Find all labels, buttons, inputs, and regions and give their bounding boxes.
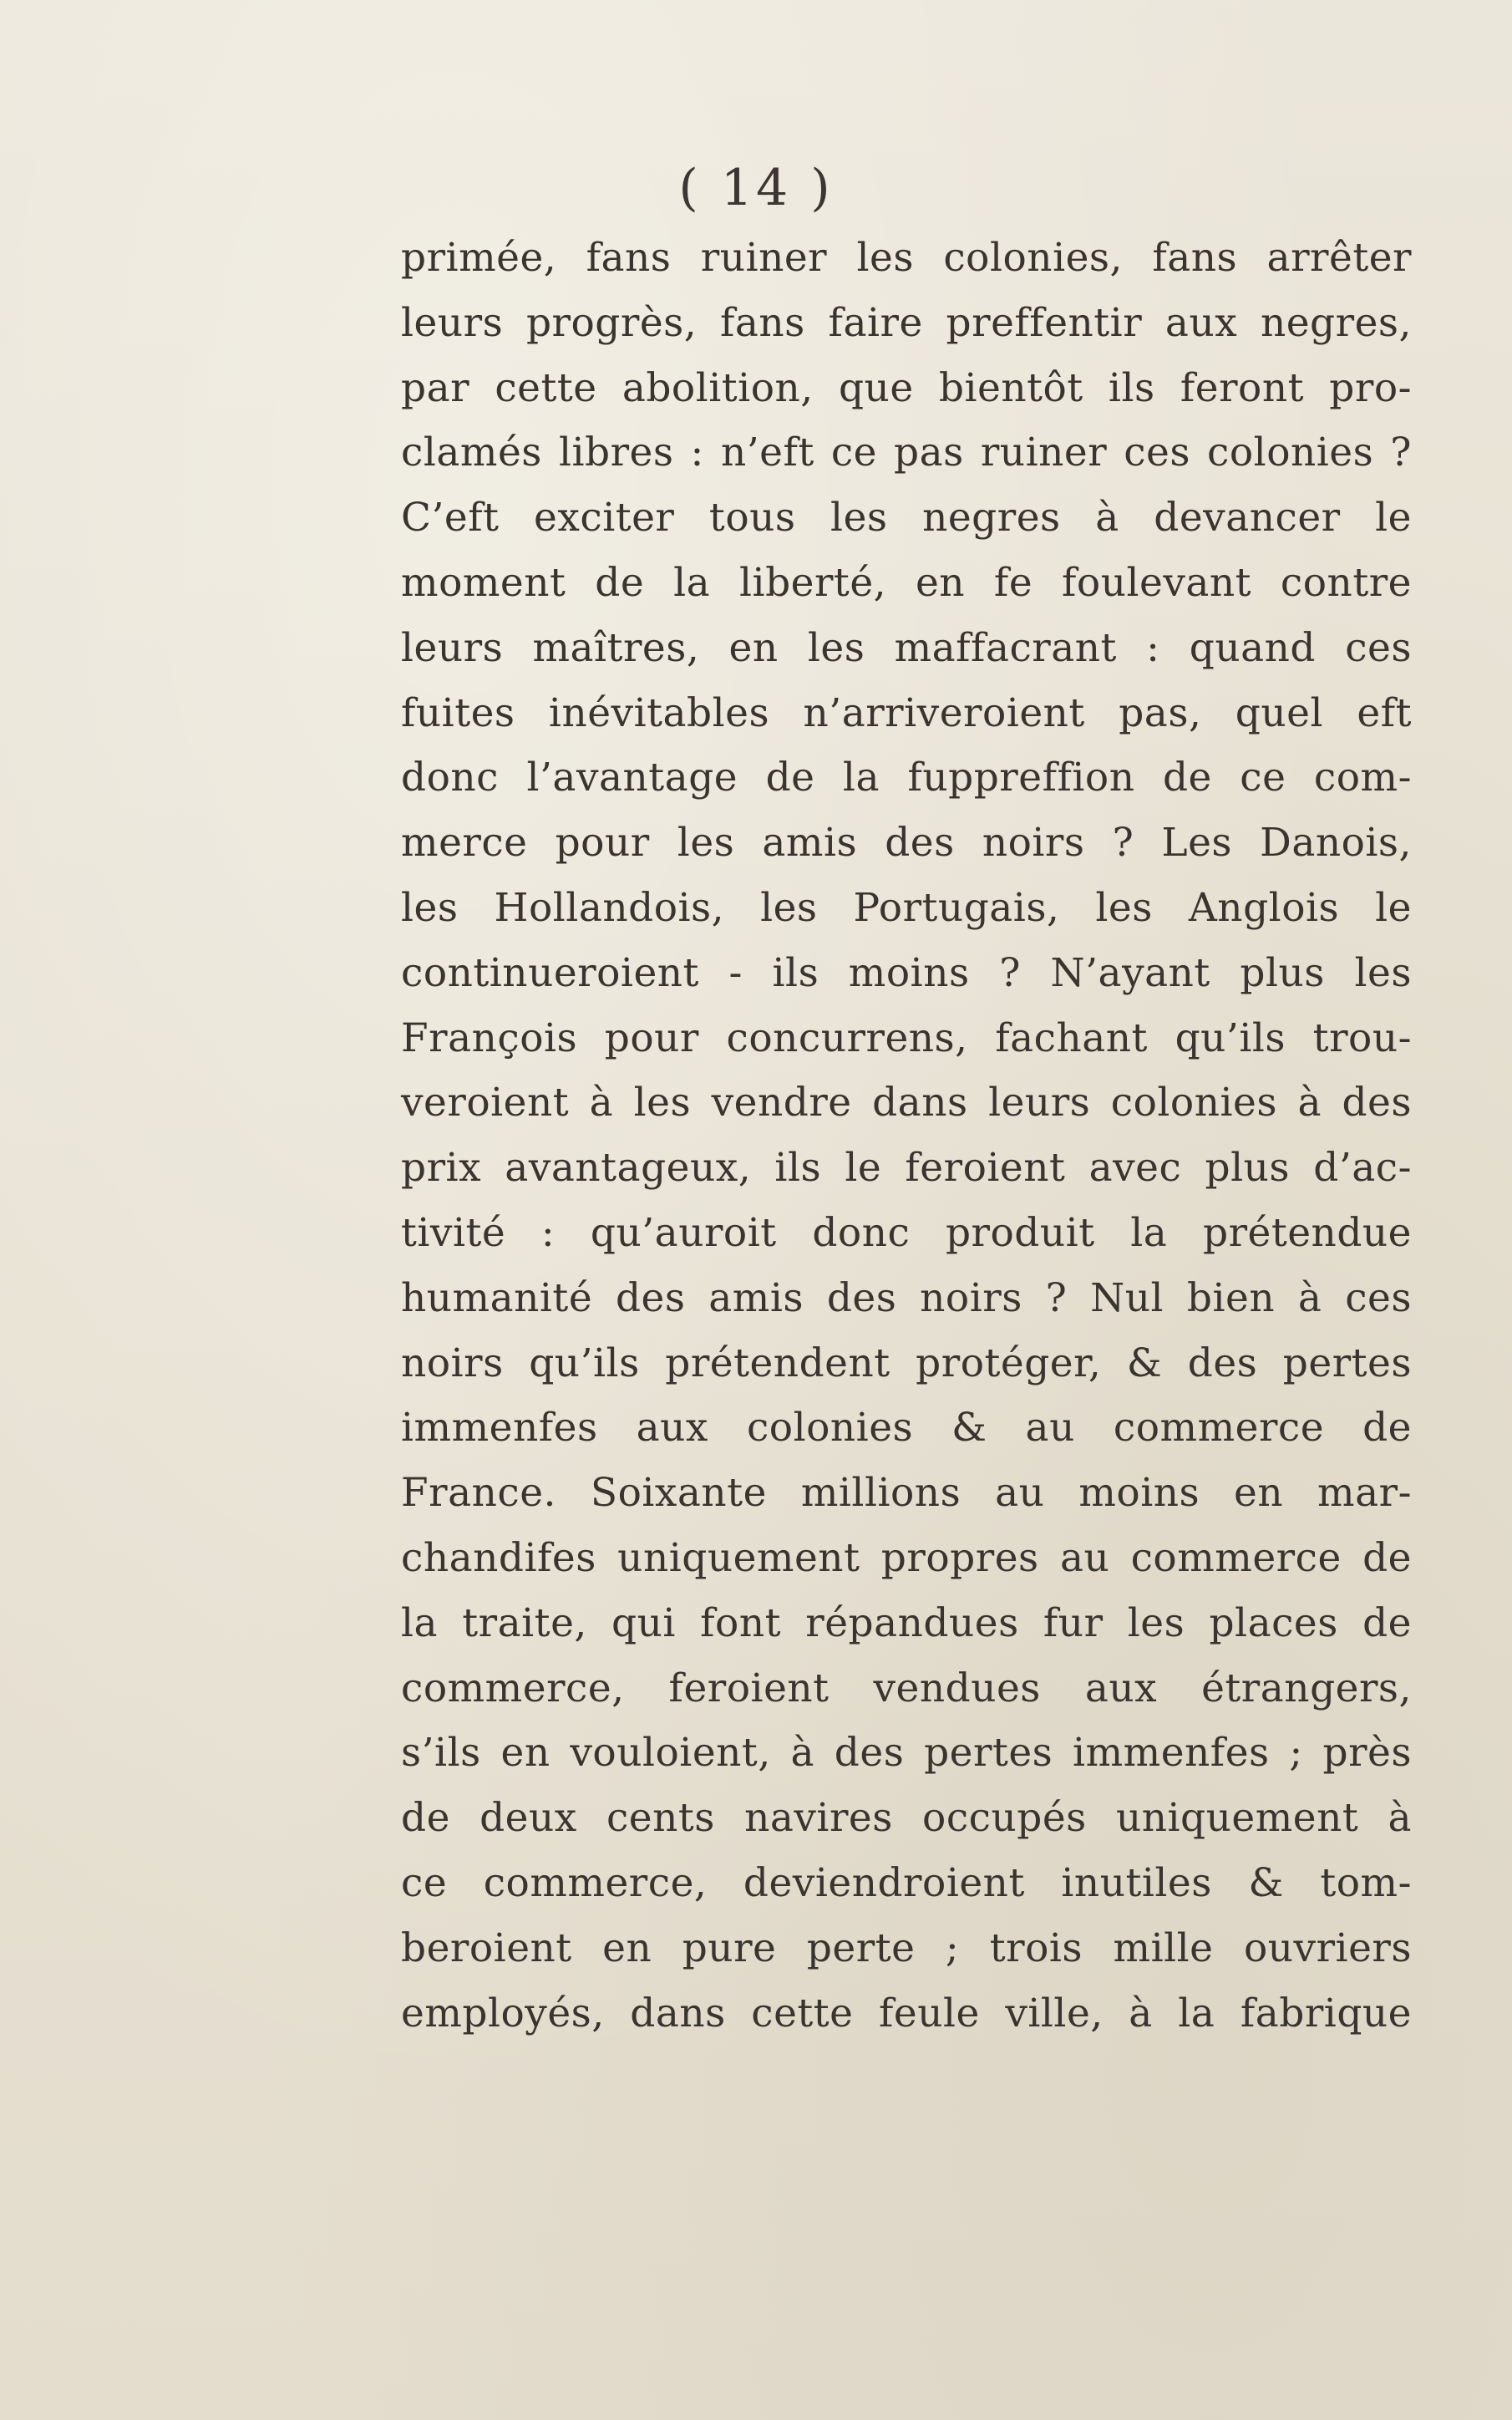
text-line: tivité : qu’auroit donc produit la prétendue (401, 1209, 1412, 1256)
text-line: France. Soixante millions au moins en mar- (401, 1470, 1412, 1517)
text-line: merce pour les amis des noirs ? Les Danois, (401, 820, 1412, 867)
text-line: clamés libres : n’eft ce pas ruiner ces colonies ? (401, 430, 1412, 476)
text-line: prix avantageux, ils le feroient avec plus d’ac- (401, 1145, 1412, 1192)
text-line: par cette abolition, que bientôt ils feront pro- (401, 364, 1412, 411)
text-line: s’ils en vouloient, à des pertes immenfes ; près (401, 1730, 1412, 1777)
text-line: primée, fans ruiner les colonies, fans arrêter (401, 235, 1412, 281)
text-line: fuites inévitables n’arriveroient pas, quel eft (401, 689, 1412, 736)
text-line: immenfes aux colonies & au commerce de (401, 1405, 1412, 1451)
text-line: les Hollandois, les Portugais, les Anglois le (401, 884, 1412, 931)
text-line: ce commerce, deviendroient inutiles & tom- (401, 1859, 1412, 1906)
text-line: leurs maîtres, en les maffacrant : quand ces (401, 624, 1412, 671)
text-line: commerce, feroient vendues aux étrangers, (401, 1665, 1412, 1711)
text-line: employés, dans cette feule ville, à la fabrique (401, 1990, 1412, 2036)
text-line: moment de la liberté, en fe foulevant contre (401, 559, 1412, 606)
text-line: beroient en pure perte ; trois mille ouvriers (401, 1924, 1412, 1971)
text-line: la traite, qui font répandues fur les places de (401, 1599, 1412, 1646)
text-line: continueroient - ils moins ? N’ayant plus les (401, 949, 1412, 996)
text-line: veroient à les vendre dans leurs colonies à des (401, 1080, 1412, 1126)
text-line: de deux cents navires occupés uniquement à (401, 1795, 1412, 1842)
text-line: donc l’avantage de la fuppreffion de ce com- (401, 755, 1412, 801)
text-line: chandifes uniquement propres au commerce de (401, 1534, 1412, 1581)
text-line: C’eft exciter tous les negres à devancer le (401, 495, 1412, 541)
text-line: noirs qu’ils prétendent protéger, & des pertes (401, 1340, 1412, 1386)
page-number: ( 14 ) (678, 159, 834, 217)
text-line: François pour concurrens, fachant qu’ils trou- (401, 1014, 1412, 1061)
body-text (401, 226, 1412, 2046)
text-line: leurs progrès, fans faire preffentir aux negres, (401, 299, 1412, 346)
text-line: humanité des amis des noirs ? Nul bien à ces (401, 1274, 1412, 1321)
